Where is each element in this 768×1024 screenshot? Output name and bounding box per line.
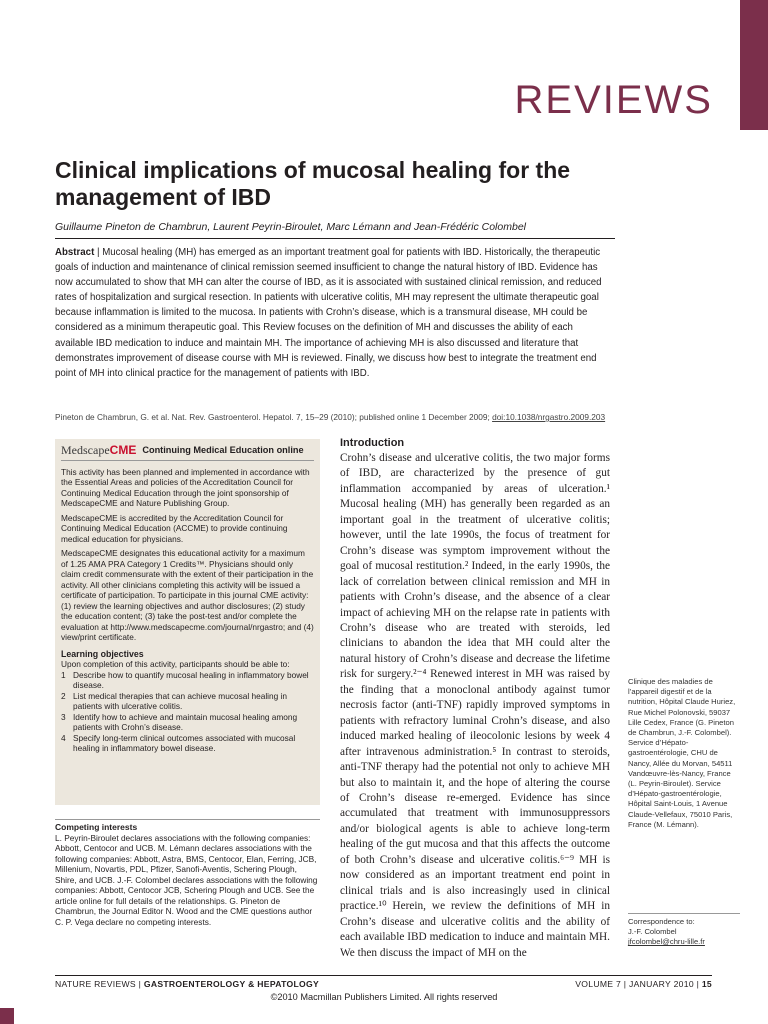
abstract-label: Abstract	[55, 247, 95, 258]
objective-number: 1	[61, 669, 66, 680]
introduction-text: Crohn’s disease and ulcerative colitis, the two major forms of IBD, are characterized by the presence of gut inflammation accompanied by areas of ulceration.¹ Mucosal healing (MH) has generally been regarded as an important goal in the treatment of ulcerative colitis; however, until the late 1990s, the focus of treatment for Crohn’s disease was symptom improvement without the goal of mucosal restitution.² Indeed, in the early 1990s, the lack of correlation between clinical remission and MH in patients with Crohn’s disease, and the absence of a clear impact of achieving MH on the relapse rate in patients with Crohn’s disease who are treated with steroids, led clinicians to abandon the idea that MH could alter the natural history of Crohn’s disease and decrease the lifetime risk for surgery.²⁻⁴ Renewed interest in MH was raised by the finding that a monoclonal antibody against tumor necrosis factor (anti-TNF) rapidly improved symptoms in patients with refractory luminal Crohn’s disease, and also induced marked healing of ileocolonic lesions by week 4 after intravenous administration.⁵ In contrast to steroids, anti-TNF therapy had the potential not only to achieve MH but also to maintain it, and the hope of altering the course of Crohn’s disease re-emerged. Evidence has since accumulated that treatment with immunosuppressors and/or biological agents is able to achieve long-term healing of the gut mucosa and that this affects the outcome of both Crohn’s disease and ulcerative colitis.⁶⁻⁹ MH is now considered as an important treatment end point in clinical trials and is also increasingly used in clinical practice.¹⁰ Herein, we review the definitions of MH in Crohn’s disease and ulcerative colitis and the ability of each available IBD medication to induce and maintain MH. We then discuss the impact of MH on the	[340, 452, 610, 959]
objective-number: 4	[61, 732, 66, 743]
correspondence	[628, 913, 740, 948]
correspondence-name: J.-F. Colombel	[628, 927, 677, 937]
objective-item	[61, 670, 314, 691]
medscape-logo-text: Medscape	[61, 443, 110, 457]
cme-box	[55, 439, 320, 805]
cme-header	[61, 445, 314, 461]
competing-text: L. Peyrin-Biroulet declares associations with the following companies: Abbott, Centocor and UCB. M. Lémann declares associations with the following companies: Abbott, Astra, BMS, Centocor, Elan, Ferring, JCB, Millenium, Novartis, PDL, Pfizer, Sanofi-Aventis, Schering Plough, Shire, and UCB. J.-F. Colombel declares associations with the following companies: Abbott, Centocor JCB, Schering Plough and UCB. See the article online for full details of the relationships. G. Pineton de Chambrun, the Journal Editor N. Wood and the CME questions author C. P. Vega declare no competing interests.	[55, 832, 318, 927]
issue-text: VOLUME 7 | JANUARY 2010 |	[575, 979, 702, 989]
abstract-text: | Mucosal healing (MH) has emerged as an important treatment goal for patients with IBD. Historically, the therapeutic goals of induction and maintenance of clinical remission seemed insufficient to change the natural history of IBD. Evidence has now accumulated to show that MH can alter the course of IBD, as it is associated with sustained clinical remission, and reduced rates of hospitalization and surgical resection. In patients with ulcerative colitis, MH may represent the ultimate therapeutic goal because inflammation is limited to the mucosa. In patients with Crohn’s disease, which is a transmural disease, MH could be considered as a minimum therapeutic goal. This Review focuses on the definition of MH and discusses the ability of each available IBD medication to induce and maintain MH. The importance of achieving MH is also discussed and literature that demonstrates improvement of disease course with MH is reviewed. Finally, we discuss how best to integrate the treatment end point of MH into clinical practice for the management of patients with IBD.	[55, 247, 602, 379]
citation-text: Pineton de Chambrun, G. et al. Nat. Rev. Gastroenterol. Hepatol. 7, 15–29 (2010); published online 1 December 2009;	[55, 412, 493, 422]
cme-paragraph: MedscapeCME designates this educational activity for a maximum of 1.25 AMA PRA Category 1 Credits™. Physicians should only claim credit commensurate with the extent of their participation in the activity. All other clinicians completing this activity will be issued a certificate of participation. To participate in this journal CME activity: (1) review the learning objectives and author disclosures; (2) study the education content; (3) take the post-test and/or complete the evaluation at http://www.medscapecme.com/journal/nrgastro; and (4) view/print certificate.	[61, 548, 314, 642]
page-number: 15	[701, 979, 712, 989]
journal-name-prefix: NATURE REVIEWS |	[55, 979, 144, 989]
objective-text: Specify long-term clinical outcomes associated with mucosal healing in inflammatory bowel disease.	[73, 732, 296, 753]
competing-interests	[55, 819, 320, 927]
objective-item	[61, 691, 314, 712]
page-footer	[55, 975, 712, 989]
objective-number: 3	[61, 711, 66, 722]
introduction-section	[340, 437, 610, 961]
objective-text: Describe how to quantify mucosal healing in inflammatory bowel disease.	[73, 669, 309, 690]
section-label: REVIEWS	[514, 78, 713, 122]
abstract	[55, 245, 608, 381]
cme-heading: Continuing Medical Education online	[142, 445, 304, 455]
medscape-logo-cme: CME	[109, 443, 137, 457]
medscape-logo	[61, 445, 136, 456]
affiliations: Clinique des maladies de l’appareil digestif et de la nutrition, Hôpital Claude Huriez, Rue Michel Polonovski, 59037 Lille Cedex, France (G. Pineton de Chambrun, J.-F. Colombel). Service d’Hépato-gastroentérologie, CHU de Nancy, Allée du Morvan, 54511 Vandœuvre-lès-Nancy, France (L. Peyrin-Biroulet). Service d’Hépato-gastroentérologie, Hôpital Saint-Louis, 1 Avenue Claude-Vellefaux, 75010 Paris, France (M. Lémann).	[628, 677, 736, 829]
correspondence-label: Correspondence to:	[628, 917, 695, 926]
cme-paragraph: MedscapeCME is accredited by the Accreditation Council for Continuing Medical Education (ACCME) to provide continuing medical education for physicians.	[61, 512, 288, 544]
correspondence-email[interactable]: jfcolombel@chru-lille.fr	[628, 937, 705, 947]
cme-paragraph: This activity has been planned and implemented in accordance with the Essential Areas and policies of the Accreditation Council for Continuing Medical Education through the joint sponsorship of MedscapeCME and Nature Publishing Group.	[61, 466, 310, 508]
accent-bar-top	[740, 0, 768, 130]
objectives-intro: Upon completion of this activity, participants should be able to:	[61, 659, 290, 669]
objective-text: Identify how to achieve and maintain mucosal healing among patients with Crohn’s disease.	[73, 711, 298, 732]
objective-item	[61, 712, 314, 733]
accent-bar-bottom	[0, 1008, 14, 1024]
issue-info	[575, 979, 712, 989]
journal-name	[55, 979, 319, 989]
objective-text: List medical therapies that can achieve mucosal healing in patients with ulcerative colitis.	[73, 690, 287, 711]
introduction-heading: Introduction	[340, 437, 405, 449]
competing-title: Competing interests	[55, 819, 320, 833]
doi-link[interactable]: doi:10.1038/nrgastro.2009.203	[492, 412, 606, 422]
objectives-title: Learning objectives	[61, 648, 144, 659]
author-list: Guillaume Pineton de Chambrun, Laurent Peyrin-Biroulet, Marc Lémann and Jean-Frédéric Colombel	[55, 221, 615, 239]
journal-name-bold: GASTROENTEROLOGY & HEPATOLOGY	[143, 979, 320, 989]
copyright: ©2010 Macmillan Publishers Limited. All rights reserved	[270, 992, 498, 1002]
objective-number: 2	[61, 690, 66, 701]
objectives-list	[61, 670, 314, 754]
citation	[55, 412, 615, 422]
article-title: Clinical implications of mucosal healing for the management of IBD	[55, 157, 571, 210]
objective-item	[61, 733, 314, 754]
